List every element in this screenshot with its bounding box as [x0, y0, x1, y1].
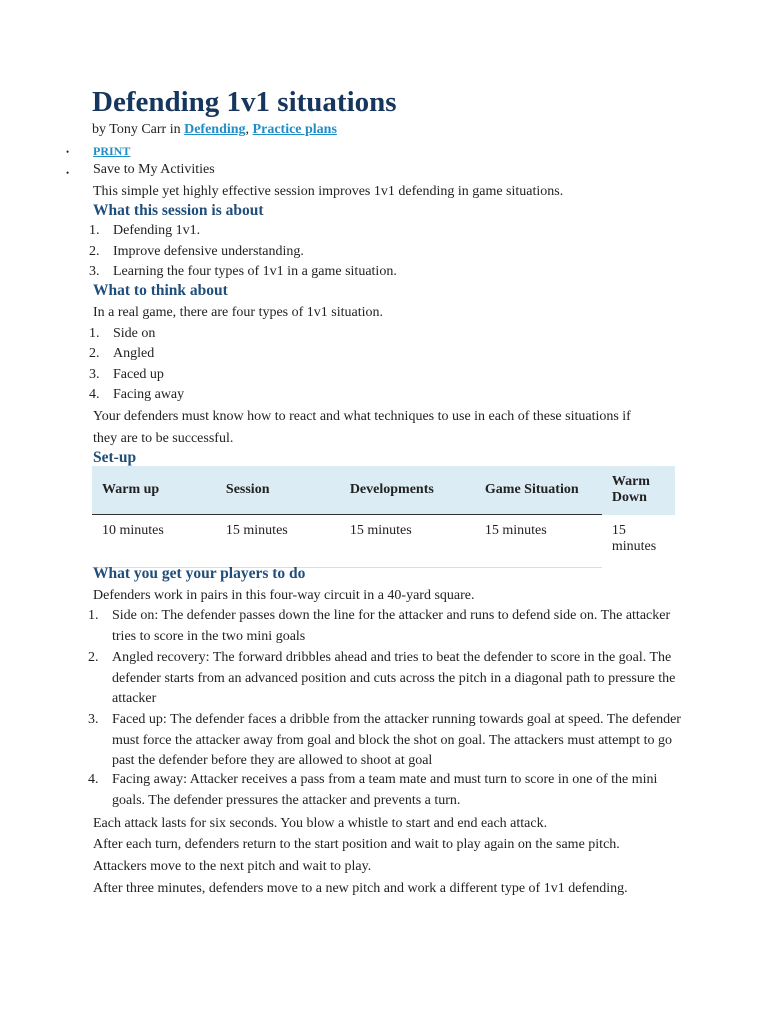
section-heading-think: What to think about — [93, 282, 228, 299]
list-item: 3. Faced up — [89, 367, 164, 382]
table-cell: 15 minutes — [340, 515, 475, 568]
category-link-practice-plans[interactable]: Practice plans — [252, 122, 337, 137]
players-lead: Defenders work in pairs in this four-way circuit in a 40-yard square. — [93, 588, 475, 603]
save-activity-link[interactable]: Save to My Activities — [93, 162, 215, 177]
players-paragraph: After each turn, defenders return to the start position and wait to play again on the same pitch. Attackers move to the next pitch and wait to play. — [93, 837, 620, 874]
list-item: 1. Side on — [89, 326, 156, 341]
table-header: Developments — [340, 466, 475, 515]
list-item: 1. Defending 1v1. — [89, 223, 201, 238]
list-item: 2. Angled — [89, 346, 155, 361]
byline-separator: , — [245, 122, 250, 137]
table-row — [92, 515, 675, 568]
bullet-marker: • — [66, 168, 70, 178]
list-item: 2. Improve defensive understanding. — [89, 244, 304, 259]
section-heading-about: What this session is about — [93, 202, 264, 219]
table-header: Session — [216, 466, 340, 515]
intro-text: This simple yet highly effective session improves 1v1 defending in game situations. — [93, 184, 564, 199]
print-link[interactable]: PRINT — [93, 144, 131, 158]
list-item: 4. Facing away — [89, 387, 185, 402]
table-header: Warm Down — [602, 466, 675, 515]
list-item: 4. Facing away: Attacker receives a pass from a team mate and must turn to score in one of the mini goals. The defender pressures the attacker and prevents a turn. — [88, 772, 658, 808]
table-cell: 15 minutes — [475, 515, 602, 568]
list-item: 3. Learning the four types of 1v1 in a game situation. — [89, 264, 397, 279]
think-paragraph: Your defenders must know how to react and what techniques to use in each of these situations if they are to be successful. — [93, 409, 631, 446]
bullet-marker: • — [66, 147, 70, 157]
table-header: Warm up — [92, 466, 216, 515]
setup-table — [92, 466, 675, 568]
table-header-row — [92, 466, 675, 515]
table-cell: 10 minutes — [92, 515, 216, 568]
page-title: Defending 1v1 situations — [92, 86, 397, 118]
table-cell: 15 minutes — [216, 515, 340, 568]
category-link-defending[interactable]: Defending — [184, 122, 246, 137]
section-heading-setup: Set-up — [93, 449, 137, 466]
list-item: 3. Faced up: The defender faces a dribble from the attacker running towards goal at speed. The defender must force the attacker away from goal and block the shot on goal. The attackers must attempt to go past the defender before they are allowed to shoot at goal — [88, 712, 681, 768]
list-item: 2. Angled recovery: The forward dribbles ahead and tries to beat the defender to score in the goal. The defender starts from an advanced position and cuts across the pitch in a diagonal path to pressure the attacker — [88, 650, 676, 706]
byline-prefix: by Tony Carr in — [92, 122, 185, 137]
byline — [92, 122, 337, 138]
list-item: 1. Side on: The defender passes down the line for the attacker and runs to defend side on. The attacker tries to score in the two mini goals — [88, 608, 671, 644]
players-paragraph: Each attack lasts for six seconds. You blow a whistle to start and end each attack. — [93, 816, 548, 831]
think-lead: In a real game, there are four types of 1v1 situation. — [93, 305, 384, 320]
table-cell: 15 minutes — [611, 522, 657, 554]
players-paragraph: After three minutes, defenders move to a new pitch and work a different type of 1v1 defending. — [93, 881, 628, 896]
table-header: Game Situation — [475, 466, 602, 515]
section-heading-players: What you get your players to do — [93, 565, 306, 582]
